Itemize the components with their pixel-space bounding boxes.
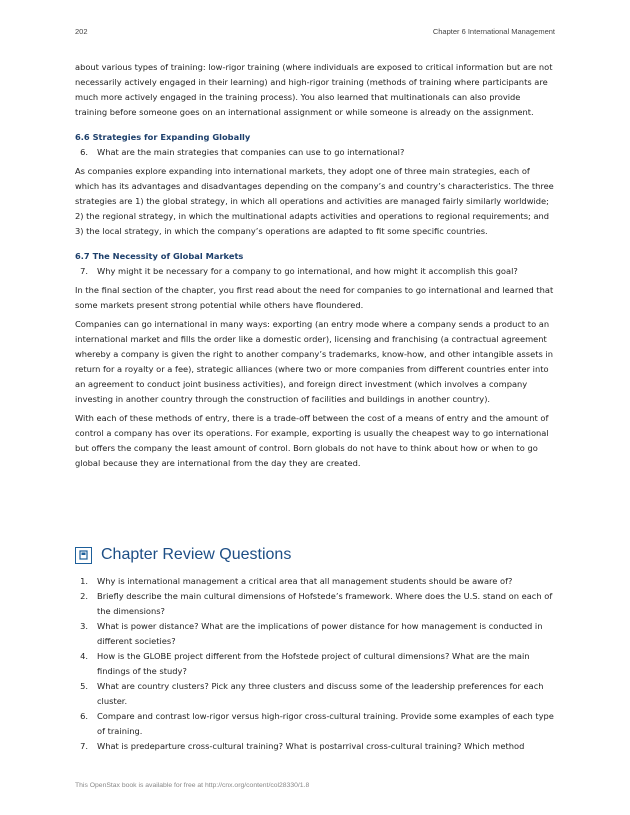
page-number: 202: [75, 27, 88, 36]
list-item: [75, 709, 555, 739]
list-item: [75, 589, 555, 619]
question-number: 7.: [80, 741, 88, 751]
question-number: 4.: [80, 651, 88, 661]
intro-paragraph: about various types of training: low-rigor training (where individuals are exposed to critical information but are not necessarily actively engaged in their learning) and high-rigor training (methods of training where participants are much more actively engaged in the training process). You also learned that multinationals can also provide training before someone goes on an international assignment or while someone is already on the assignment.: [75, 62, 553, 117]
list-item: [75, 649, 555, 679]
summary-question: [75, 264, 555, 279]
chapter-header: Chapter 6 International Management: [432, 27, 555, 36]
list-item: [75, 679, 555, 709]
page-content: [75, 60, 555, 475]
review-title: Chapter Review Questions: [101, 546, 292, 563]
section-6-7-paragraph-1: In the final section of the chapter, you first read about the need for companies to go international and learned that some markets present strong potential while others have floundered.: [75, 285, 554, 310]
list-item: [75, 619, 555, 649]
question-text: Why is international management a critical area that all management students should be aware of?: [97, 576, 513, 586]
section-6-6-title: 6.6 Strategies for Expanding Globally: [75, 132, 251, 142]
question-text: Compare and contrast low-rigor versus high-rigor cross-cultural training. Provide some examples of each type of training.: [97, 711, 554, 736]
question-number: 6.: [80, 147, 88, 157]
list-item: [75, 574, 555, 589]
question-number: 2.: [80, 591, 88, 601]
chapter-review-section: [75, 546, 555, 754]
section-6-7-title: 6.7 The Necessity of Global Markets: [75, 251, 244, 261]
section-6-7-paragraph-3: With each of these methods of entry, there is a trade-off between the cost of a means of entry and the amount of control a company has over its operations. For example, exporting is usually the cheapest way to go international but offers the company the least amount of control. Born globals do not have to think about how or when to go global because they are international from the day they are created.: [75, 413, 549, 468]
question-text: What are the main strategies that companies can use to go international?: [97, 147, 405, 157]
question-number: 3.: [80, 621, 88, 631]
question-number: 5.: [80, 681, 88, 691]
question-number: 6.: [80, 711, 88, 721]
question-text: Briefly describe the main cultural dimensions of Hofstede’s framework. Where does the U.S. stand on each of the dimensions?: [97, 591, 553, 616]
question-number: 7.: [80, 266, 88, 276]
review-heading: [75, 546, 555, 564]
book-icon: [75, 547, 92, 564]
question-text: What is predeparture cross-cultural training? What is postarrival cross-cultural training? Which method: [97, 741, 525, 751]
question-number: 1.: [80, 576, 88, 586]
footer-note: This OpenStax book is available for free at http://cnx.org/content/col28330/1.8: [75, 782, 310, 789]
list-item: [75, 739, 555, 754]
question-text: What are country clusters? Pick any three clusters and discuss some of the leadership preferences for each cluster.: [97, 681, 544, 706]
question-text: How is the GLOBE project different from the Hofstede project of cultural dimensions? What are the main findings of the study?: [97, 651, 530, 676]
question-text: Why might it be necessary for a company to go international, and how might it accomplish this goal?: [97, 266, 518, 276]
section-6-7-paragraph-2: Companies can go international in many ways: exporting (an entry mode where a company sends a product to an international market and fills the order like a domestic order), licensing and franchising (a contractual agreement whereby a company is given the right to another company’s trademarks, know-how, and other intangible assets in return for a royalty or a fee), strategic alliances (where two or more companies from different countries enter into an agreement to conduct joint business activities), and foreign direct investment (which involves a company investing in another country through the construction of facilities and buildings in another country).: [75, 319, 553, 404]
section-6-6-paragraph: As companies explore expanding into international markets, they adopt one of three main strategies, each of which has its advantages and disadvantages depending on the company’s and country’s characteristics. The three strategies are 1) the global strategy, in which all operations and activities are managed fairly similarly worldwide; 2) the regional strategy, in which the multinational adapts activities and operations to regional requirements; and 3) the local strategy, in which the company’s operations are adapted to fit some specific countries.: [75, 166, 554, 236]
summary-question: [75, 145, 555, 160]
review-question-list: [75, 574, 555, 754]
question-text: What is power distance? What are the implications of power distance for how management is conducted in different societies?: [97, 621, 543, 646]
